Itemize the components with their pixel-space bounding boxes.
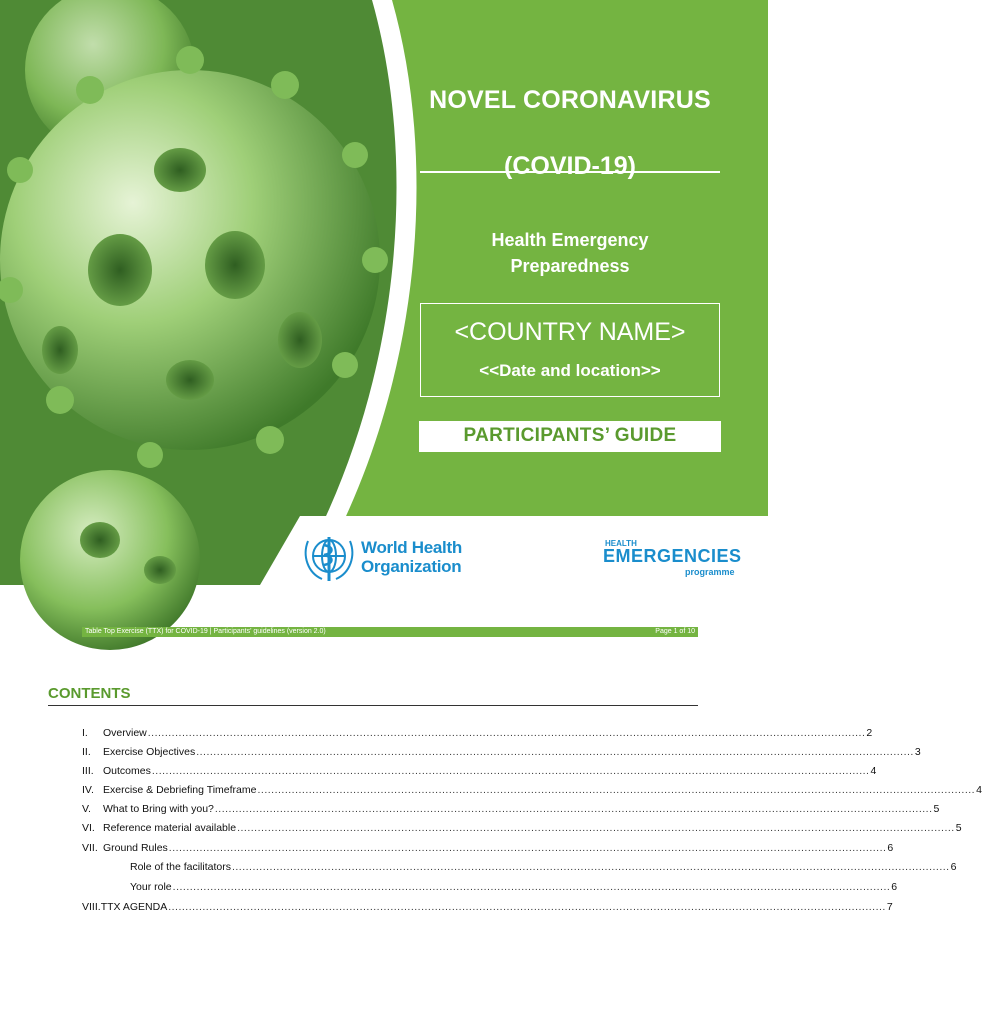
contents-rule xyxy=(48,705,698,706)
country-box xyxy=(420,303,720,397)
country-name: <COUNTRY NAME> xyxy=(454,318,686,346)
he-programme-text: programme xyxy=(685,567,735,577)
who-line2: Organization xyxy=(361,557,462,576)
page-header-bar xyxy=(82,627,698,637)
toc-label: What to Bring with you? xyxy=(103,803,214,815)
toc-item[interactable] xyxy=(82,822,962,840)
toc-page: 4 xyxy=(870,765,877,777)
toc-item[interactable] xyxy=(82,746,921,764)
toc-page: 3 xyxy=(914,746,921,758)
toc-page: 6 xyxy=(950,861,957,873)
toc-leader: .................................................................................................................................................................................................................. xyxy=(231,861,950,873)
toc-leader: .................................................................................................................................................................................................................. xyxy=(196,746,914,758)
page-number: Page 1 of 10 xyxy=(655,628,695,635)
toc-num: V. xyxy=(82,803,91,815)
toc-page: 7 xyxy=(886,901,893,913)
who-wordmark xyxy=(361,538,462,576)
guide-label: PARTICIPANTS’ GUIDE xyxy=(463,425,677,446)
toc-num: I. xyxy=(82,727,88,739)
toc-item[interactable] xyxy=(82,784,982,802)
toc-label: Ground Rules xyxy=(103,842,168,854)
toc-leader: .................................................................................................................................................................................................................. xyxy=(237,822,955,834)
he-small-text: HEALTH xyxy=(605,539,637,548)
doc-subtitle: (COVID-19) xyxy=(504,152,636,180)
toc-leader: .................................................................................................................................................................................................................. xyxy=(168,842,887,854)
toc-item[interactable] xyxy=(82,842,894,860)
contents-heading: CONTENTS xyxy=(48,685,131,702)
doc-title: NOVEL CORONAVIRUS xyxy=(429,86,711,114)
toc-label: Overview xyxy=(103,727,147,739)
toc-page: 4 xyxy=(976,784,982,796)
toc-num: II. xyxy=(82,746,91,758)
toc-subitem[interactable] xyxy=(130,861,957,879)
toc-num: VII. xyxy=(82,842,98,854)
header-left-text: Table Top Exercise (TTX) for COVID-19 | Participants' guidelines (version 2.0) xyxy=(85,628,326,635)
cover-section xyxy=(0,0,768,585)
toc-label: Exercise & Debriefing Timeframe xyxy=(103,784,257,796)
toc-label-text: TTX AGENDA xyxy=(100,901,168,913)
who-emblem-icon xyxy=(300,531,358,585)
who-line1: World Health xyxy=(361,538,462,557)
toc-item[interactable] xyxy=(82,803,940,821)
toc-subitem[interactable] xyxy=(130,881,898,899)
toc-num: VI. xyxy=(82,822,95,834)
toc-label: Reference material available xyxy=(103,822,237,834)
toc-label: Outcomes xyxy=(103,765,151,777)
toc-page: 2 xyxy=(866,727,873,739)
he-wordmark: EMERGENCIES xyxy=(603,546,742,566)
doc-topic: Health Emergency Preparedness xyxy=(491,230,649,276)
toc-leader: .................................................................................................................................................................................................................. xyxy=(214,803,933,815)
toc-label xyxy=(82,901,167,913)
toc-item[interactable] xyxy=(82,727,873,745)
toc-item[interactable] xyxy=(82,765,877,783)
toc-item[interactable] xyxy=(82,901,893,919)
toc-leader: .................................................................................................................................................................................................................. xyxy=(172,881,891,893)
date-location: <<Date and location>> xyxy=(479,361,661,380)
toc-page: 5 xyxy=(955,822,962,834)
toc-leader: .................................................................................................................................................................................................................. xyxy=(257,784,976,796)
toc-page: 6 xyxy=(887,842,894,854)
toc-leader: .................................................................................................................................................................................................................. xyxy=(147,727,866,739)
toc-label: Your role xyxy=(130,881,172,893)
guide-banner xyxy=(419,421,721,452)
toc-leader: .................................................................................................................................................................................................................. xyxy=(151,765,870,777)
toc-page: 6 xyxy=(891,881,898,893)
toc-label: Exercise Objectives xyxy=(103,746,196,758)
toc-num: III. xyxy=(82,765,94,777)
toc-num: VIII. xyxy=(82,901,101,913)
toc-leader: .................................................................................................................................................................................................................. xyxy=(168,901,886,913)
toc-page: 5 xyxy=(933,803,940,815)
toc-num: IV. xyxy=(82,784,94,796)
toc-label: Role of the facilitators xyxy=(130,861,231,873)
